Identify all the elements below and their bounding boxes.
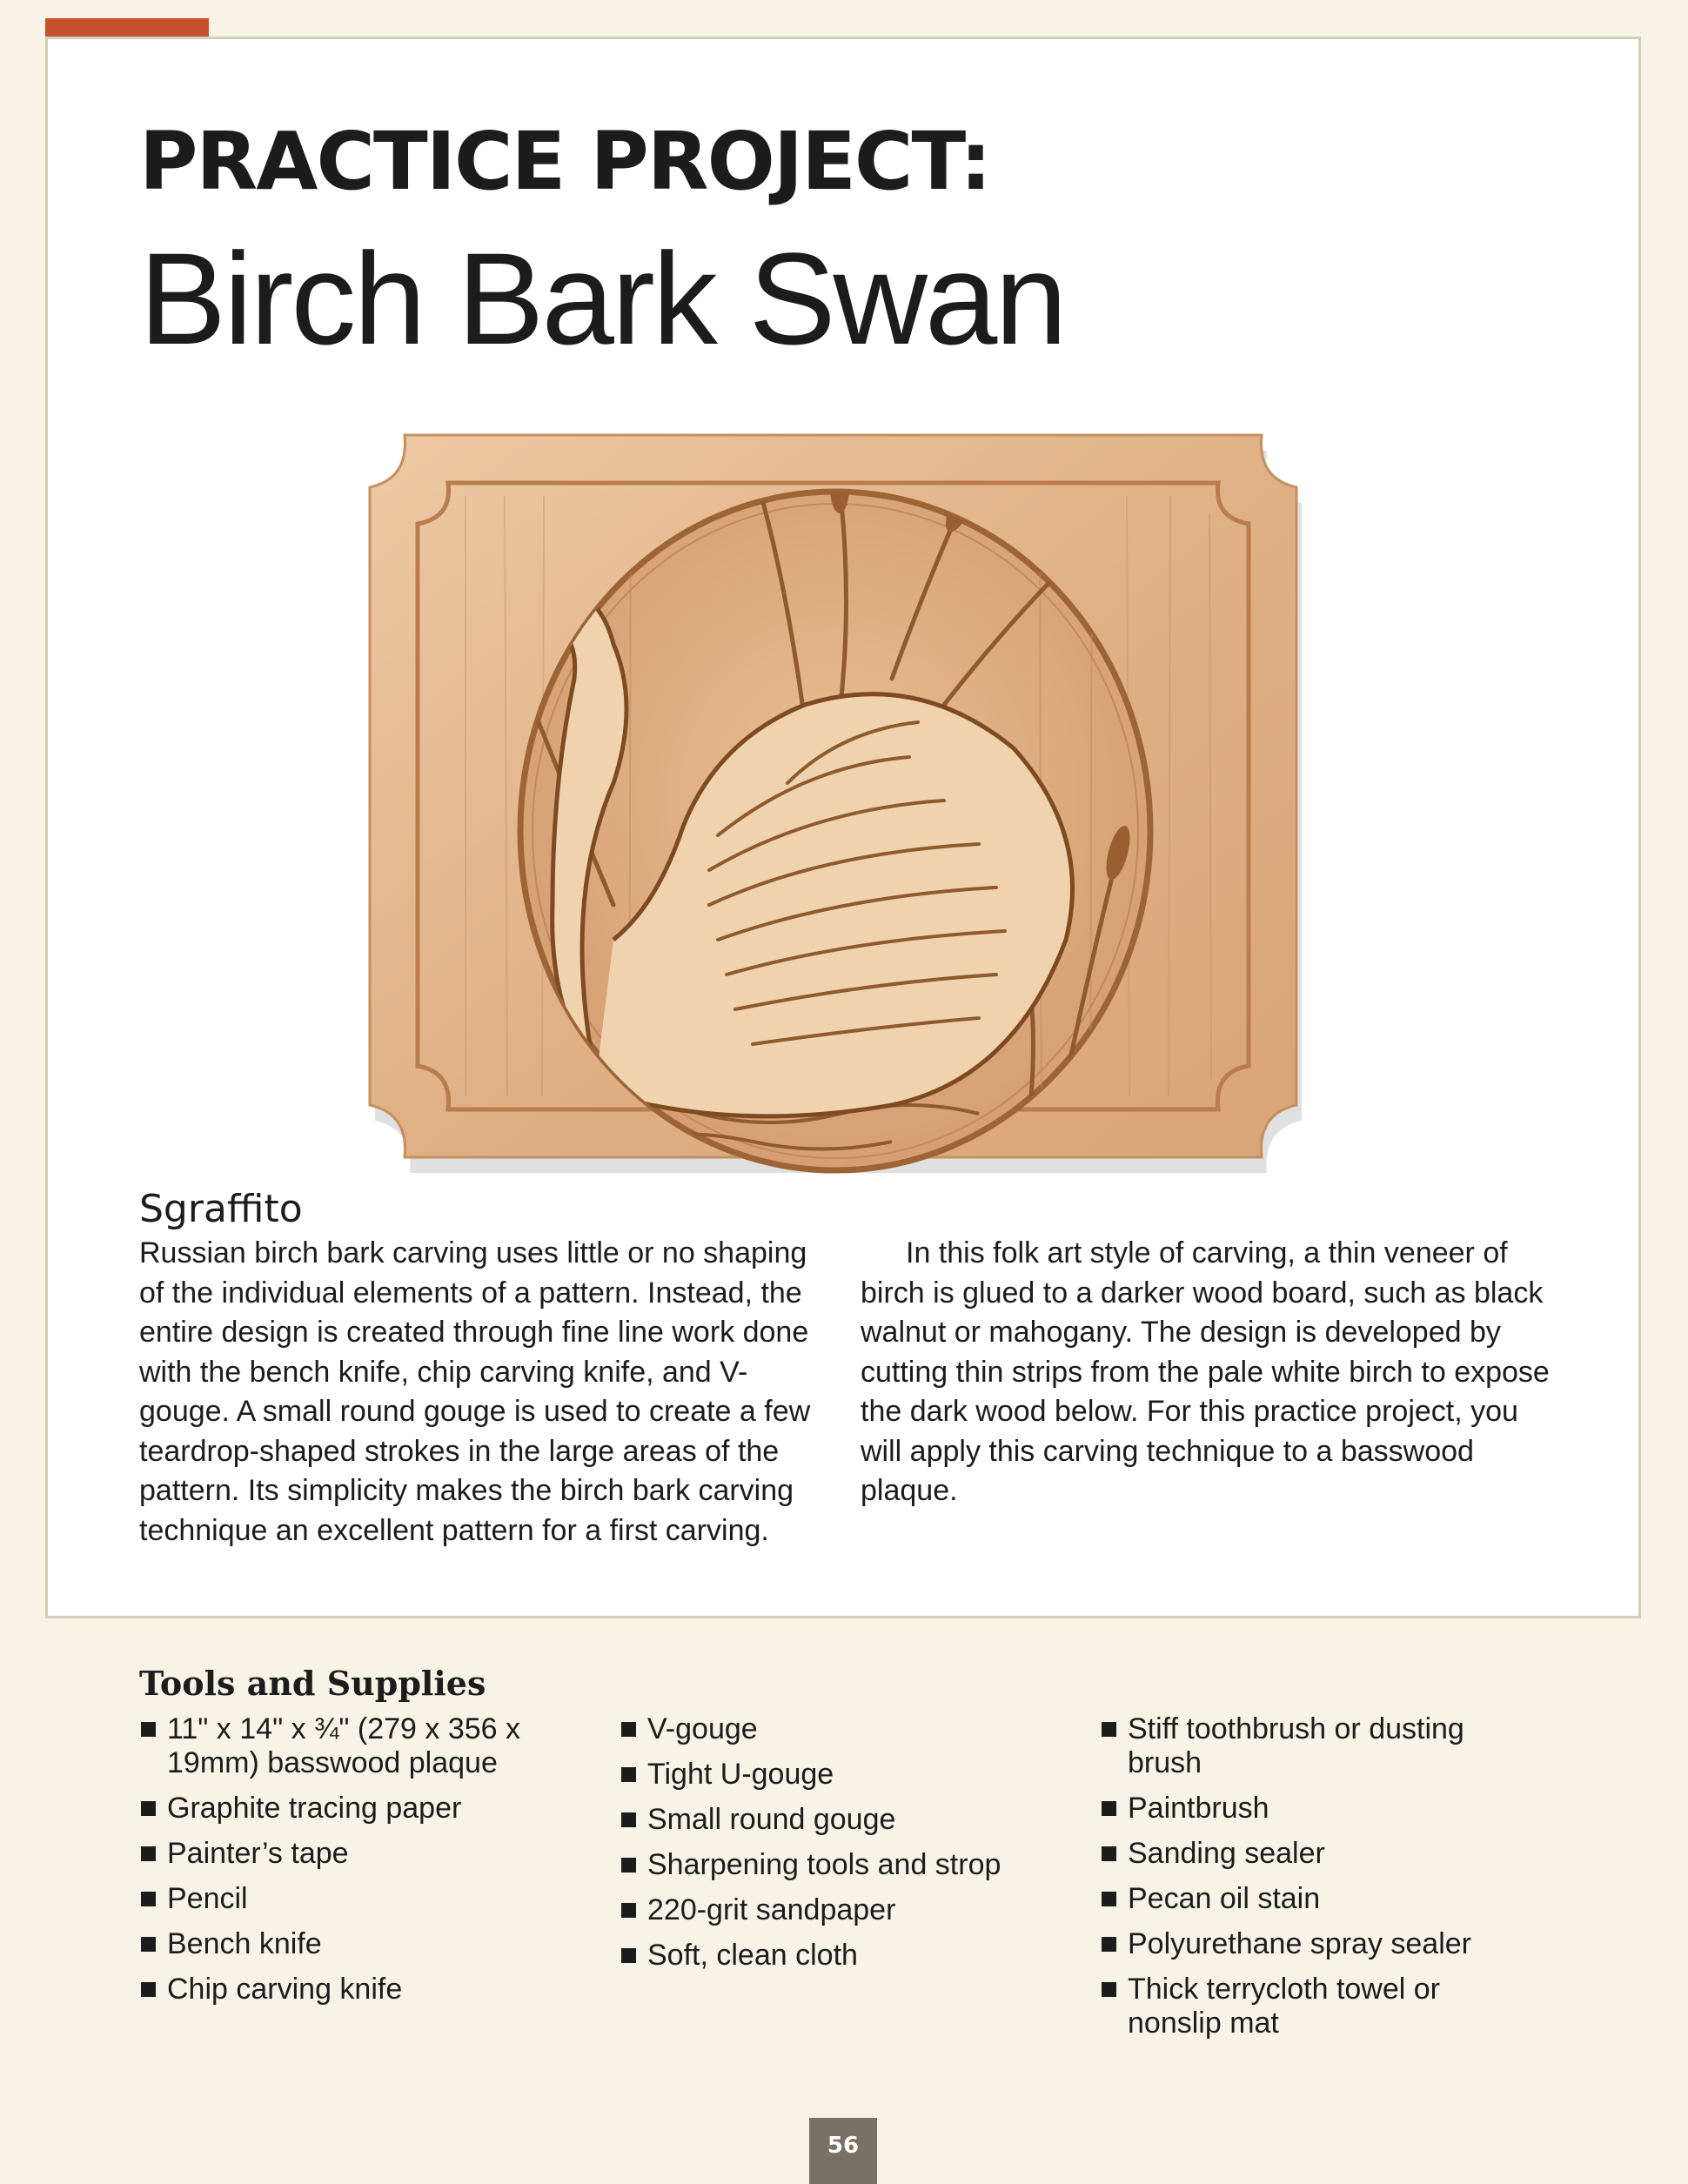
- page-title: Birch Bark Swan: [139, 225, 1065, 372]
- list-item: 220-grit sandpaper: [620, 1893, 1055, 1927]
- tools-list-column-3: [1100, 1712, 1526, 2052]
- list-item: Painter’s tape: [139, 1837, 548, 1871]
- list-item: Thick terrycloth towel or nonslip mat: [1100, 1973, 1526, 2040]
- list-item: Soft, clean cloth: [620, 1939, 1055, 1973]
- list-item: 11" x 14" x ¾" (279 x 356 x 19mm) basswood plaque: [139, 1712, 548, 1780]
- list-item: V-gouge: [620, 1712, 1055, 1746]
- list-item: Chip carving knife: [139, 1973, 548, 2006]
- intro-paragraph-2: In this folk art style of carving, a thin veneer of birch is glued to a darker wood board, such as black walnut or mahogany. The design is developed by cutting thin strips from the pale white birch to expose the dark wood below. For this practice project, you will apply this carving technique to a basswood plaque.: [861, 1236, 1550, 1507]
- list-item: Polyurethane spray sealer: [1100, 1927, 1526, 1961]
- list-item: Sharpening tools and strop: [620, 1848, 1055, 1882]
- list-item: Graphite tracing paper: [139, 1792, 548, 1826]
- list-item: Bench knife: [139, 1927, 548, 1961]
- list-item: Stiff toothbrush or dusting brush: [1100, 1712, 1526, 1780]
- page-number: 56: [809, 2118, 877, 2184]
- tools-heading: Tools and Supplies: [139, 1664, 486, 1703]
- list-item: Sanding sealer: [1100, 1837, 1526, 1871]
- list-item: Small round gouge: [620, 1803, 1055, 1837]
- list-item: Paintbrush: [1100, 1792, 1526, 1826]
- list-item: Tight U-gouge: [620, 1758, 1055, 1792]
- carved-swan-plaque-photo: [352, 418, 1310, 1175]
- intro-paragraph-1: Russian birch bark carving uses little or no shaping of the individual elements of a pattern. Instead, the entire design is created through fine line work done with the bench knife, chip carving knife, and V-gouge. A small round gouge is used to create a few teardrop-shaped strokes in the large areas of the pattern. Its simplicity makes the birch bark carving technique an excellent pattern for a first carving.: [139, 1236, 811, 1547]
- list-item: Pecan oil stain: [1100, 1882, 1526, 1916]
- accent-bar: [45, 18, 209, 37]
- list-item: Pencil: [139, 1882, 548, 1916]
- tools-list-column-1: [139, 1712, 548, 2018]
- section-heading-sgraffito: Sgraffito: [139, 1187, 303, 1231]
- project-kicker: PRACTICE PROJECT:: [139, 115, 990, 208]
- tools-list-column-2: [620, 1712, 1055, 1984]
